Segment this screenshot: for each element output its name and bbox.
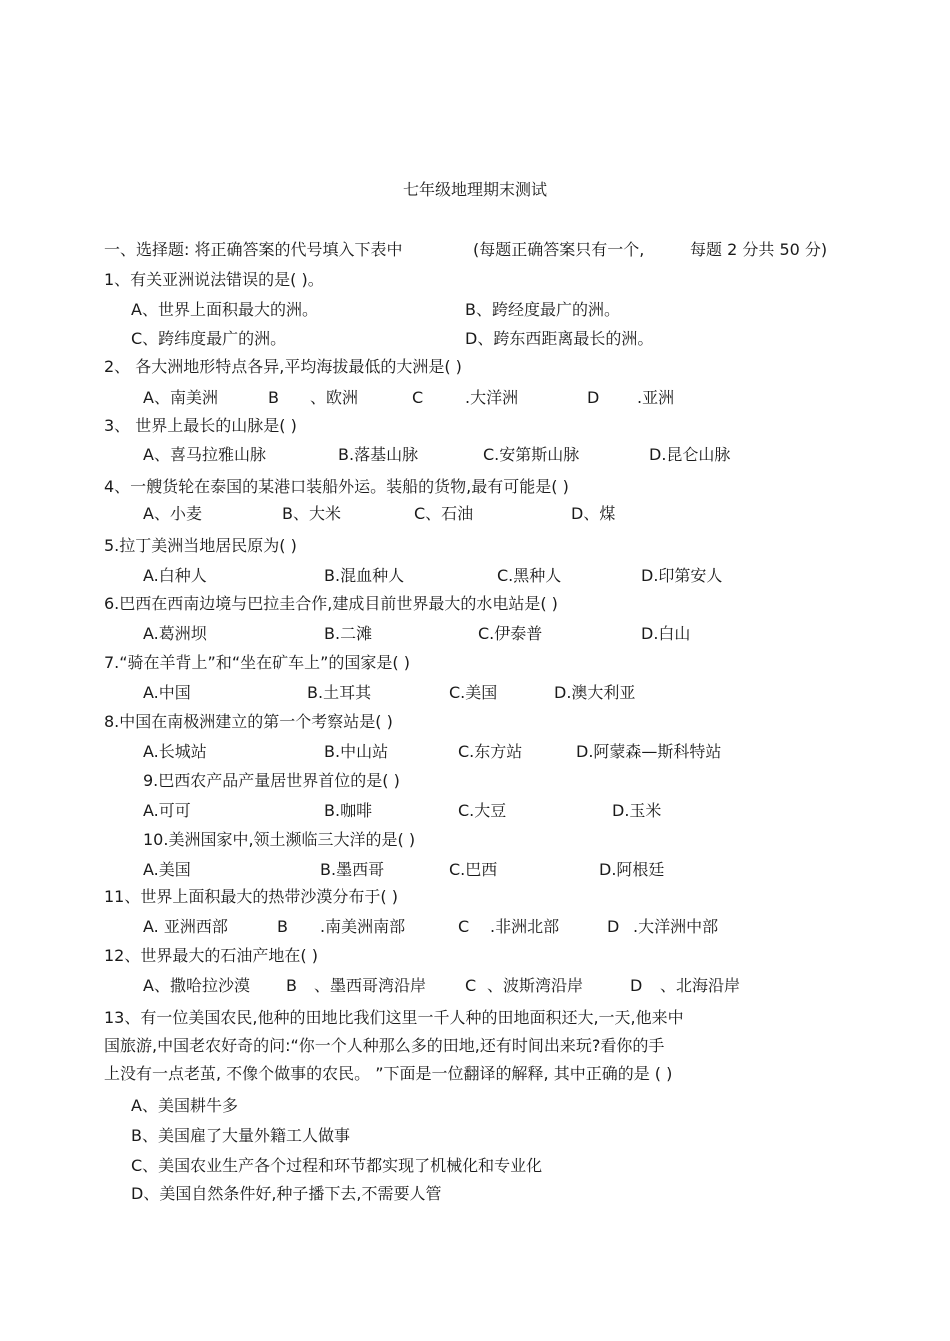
option-a: A.葛洲坝	[143, 624, 207, 643]
option-c: C.安第斯山脉	[483, 445, 580, 464]
option-b-letter: B	[268, 388, 279, 407]
option-a: A.美国	[143, 860, 191, 879]
page-title: 七年级地理期末测试	[402, 180, 547, 199]
option-c: C.东方站	[458, 742, 523, 761]
option-d: D、美国自然条件好,种子播下去,不需要人管	[131, 1184, 442, 1203]
option-a: A.可可	[143, 801, 191, 820]
question-stem-line-3: 上没有一点老茧, 不像个做事的农民。 ”下面是一位翻译的解释, 其中正确的是 ( )	[104, 1064, 673, 1083]
section-label: 一、选择题: 将正确答案的代号填入下表中	[104, 240, 403, 259]
option-b: B.落基山脉	[338, 445, 419, 464]
option-b: 、欧洲	[310, 388, 359, 407]
option-d: D.玉米	[612, 801, 662, 820]
question-stem: 10.美洲国家中,领土濒临三大洋的是( )	[143, 830, 416, 849]
option-a: A、撒哈拉沙漠	[143, 976, 250, 995]
question-stem: 1、有关亚洲说法错误的是( )。	[104, 270, 324, 289]
option-c-letter: C	[412, 388, 424, 407]
option-a: A.白种人	[143, 566, 207, 585]
option-b: B.土耳其	[307, 683, 372, 702]
option-b: B.混血种人	[324, 566, 405, 585]
question-stem: 2、 各大洲地形特点各异,平均海拔最低的大洲是( )	[104, 357, 462, 376]
option-a: A、美国耕牛多	[131, 1096, 238, 1115]
option-d: 、北海沿岸	[660, 976, 741, 995]
question-stem-line-1: 13、有一位美国农民,他种的田地比我们这里一千人种的田地面积还大,一天,他来中	[104, 1008, 684, 1027]
question-stem: 4、一艘货轮在泰国的某港口装船外运。装船的货物,最有可能是( )	[104, 477, 569, 496]
option-c: C.黑种人	[497, 566, 562, 585]
question-stem: 12、世界最大的石油产地在( )	[104, 946, 318, 965]
option-c: C、石油	[414, 504, 474, 523]
option-b-letter: B	[277, 917, 288, 936]
option-c-letter: C	[465, 976, 477, 995]
option-c: C.美国	[449, 683, 498, 702]
option-c-letter: C	[458, 917, 470, 936]
option-b: B、大米	[282, 504, 341, 523]
section-note: (每题正确答案只有一个,	[473, 240, 645, 259]
question-stem: 7.“骑在羊背上”和“坐在矿车上”的国家是( )	[104, 653, 410, 672]
option-d-letter: D	[587, 388, 600, 407]
question-stem: 9.巴西农产品产量居世界首位的是( )	[143, 771, 400, 790]
option-c: C.伊泰普	[478, 624, 543, 643]
option-b: B.二滩	[324, 624, 373, 643]
option-b: .南美洲南部	[320, 917, 406, 936]
option-c: C.大豆	[458, 801, 507, 820]
option-d: .大洋洲中部	[633, 917, 719, 936]
option-b: B、跨经度最广的洲。	[465, 300, 620, 319]
question-stem-line-2: 国旅游,中国老农好奇的问:“你一个人种那么多的田地,还有时间出来玩?看你的手	[104, 1036, 665, 1055]
question-stem: 5.拉丁美洲当地居民原为( )	[104, 536, 297, 555]
option-b: B.咖啡	[324, 801, 373, 820]
option-b: B.中山站	[324, 742, 389, 761]
option-c: 、波斯湾沿岸	[487, 976, 584, 995]
question-stem: 3、 世界上最长的山脉是( )	[104, 416, 297, 435]
question-stem: 11、世界上面积最大的热带沙漠分布于( )	[104, 887, 398, 906]
option-d: D.白山	[641, 624, 691, 643]
question-stem: 6.巴西在西南边境与巴拉圭合作,建成目前世界最大的水电站是( )	[104, 594, 558, 613]
option-c: .大洋洲	[465, 388, 519, 407]
option-d: D.澳大利亚	[554, 683, 636, 702]
section-score: 每题 2 分共 50 分)	[690, 240, 828, 259]
option-a: A.中国	[143, 683, 191, 702]
option-d: D、煤	[571, 504, 616, 523]
option-a: A、小麦	[143, 504, 202, 523]
option-d: D.阿根廷	[599, 860, 665, 879]
option-d: .亚洲	[637, 388, 675, 407]
option-d: D.印第安人	[641, 566, 723, 585]
option-d-letter: D	[607, 917, 620, 936]
option-b: 、墨西哥湾沿岸	[314, 976, 427, 995]
question-stem: 8.中国在南极洲建立的第一个考察站是( )	[104, 712, 393, 731]
option-a: A、南美洲	[143, 388, 218, 407]
option-a: A.长城站	[143, 742, 207, 761]
option-a: A、世界上面积最大的洲。	[131, 300, 318, 319]
option-c: C、跨纬度最广的洲。	[131, 329, 287, 348]
option-d: D、跨东西距离最长的洲。	[465, 329, 654, 348]
option-c: C.巴西	[449, 860, 498, 879]
option-b: B、美国雇了大量外籍工人做事	[131, 1126, 350, 1145]
option-d: D.阿蒙森—斯科特站	[576, 742, 722, 761]
option-c: C、美国农业生产各个过程和环节都实现了机械化和专业化	[131, 1156, 543, 1175]
option-a: A、喜马拉雅山脉	[143, 445, 266, 464]
option-d-letter: D	[630, 976, 643, 995]
option-b: B.墨西哥	[320, 860, 385, 879]
option-a: A. 亚洲西部	[143, 917, 228, 936]
option-c: .非洲北部	[490, 917, 560, 936]
option-b-letter: B	[286, 976, 297, 995]
option-d: D.昆仑山脉	[649, 445, 731, 464]
